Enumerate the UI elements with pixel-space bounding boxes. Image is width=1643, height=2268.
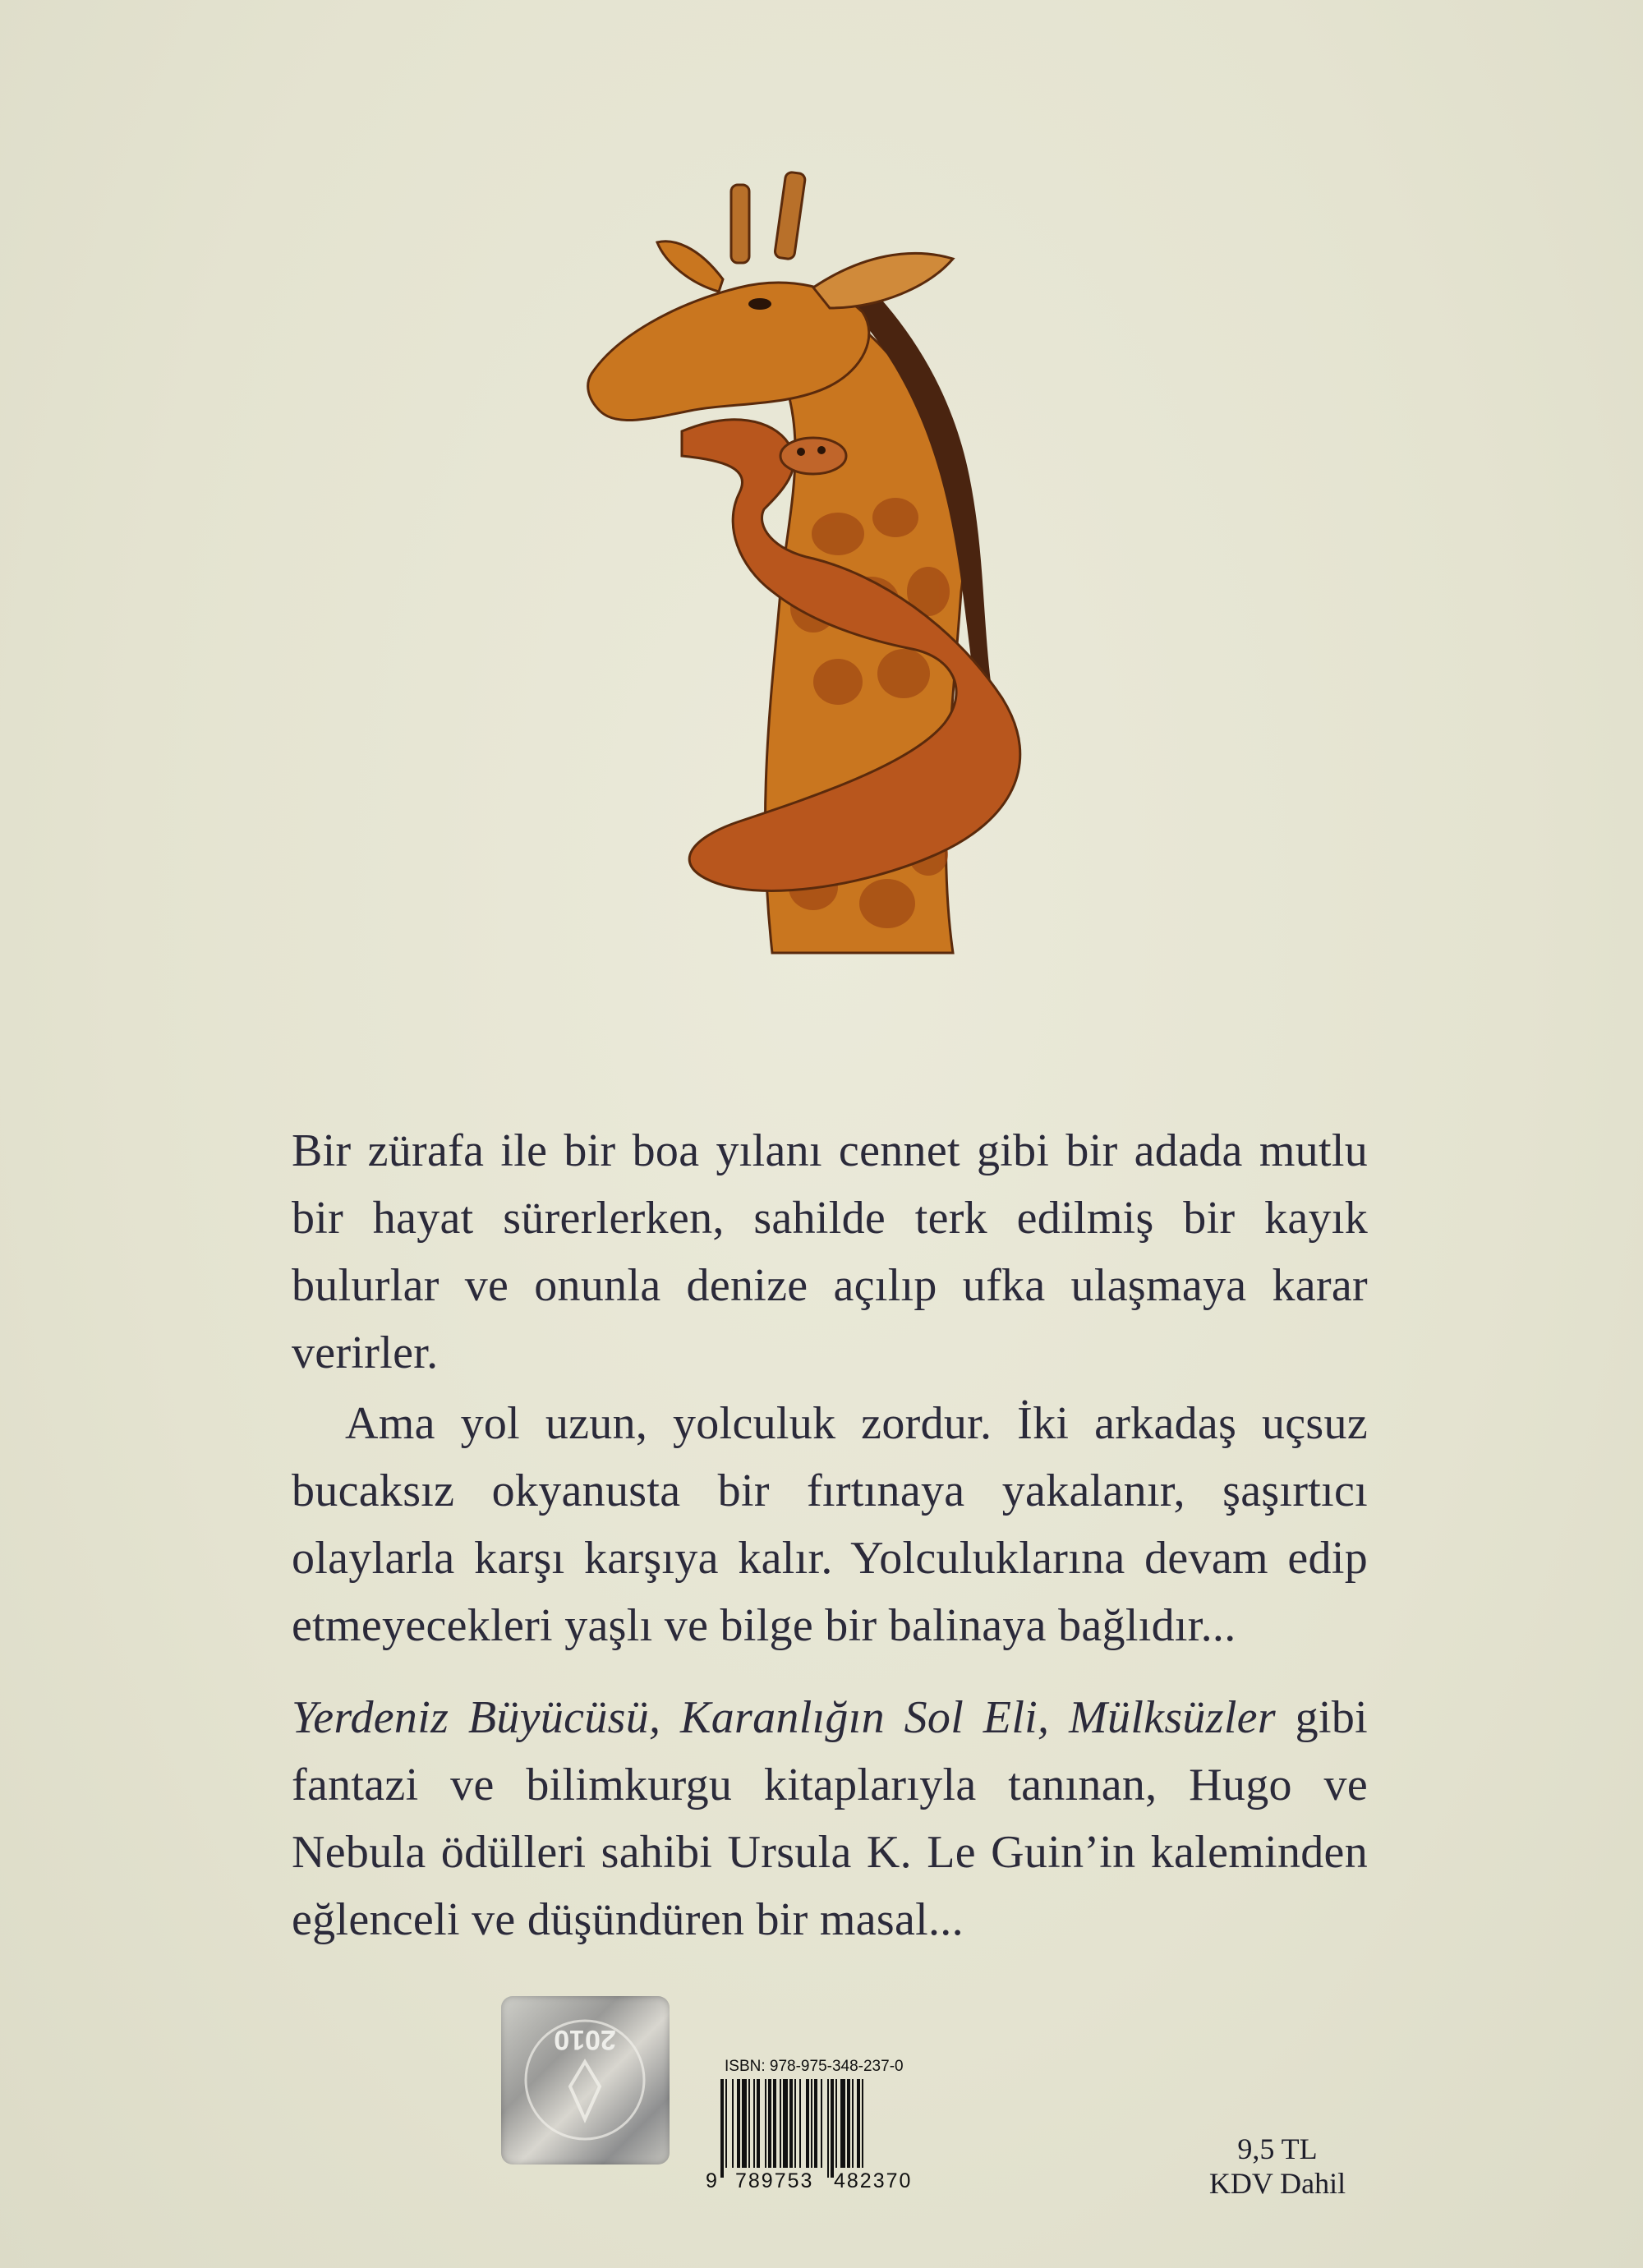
- barcode-bar: [806, 2079, 809, 2168]
- giraffe-horn-left: [731, 185, 749, 263]
- barcode-bar: [732, 2079, 734, 2168]
- blurb-paragraph-3-text: gibi fantazi ve bilimkurgu kitaplarıyla tanınan, Hugo ve Nebula ödülleri sahibi Ursula K. Le Guin’in kaleminden eğlenceli ve düşündüren bir masal...: [292, 1692, 1368, 1945]
- barcode-bar: [857, 2079, 860, 2168]
- giraffe-ear-left: [657, 242, 723, 292]
- blurb-paragraph-2: Ama yol uzun, yolculuk zordur. İki arkadaş uçsuz bucaksız okyanusta bir fırtınaya yakalanır, şaşırtıcı olaylarla karşı karşıya kalır. Yolculuklarına devam edip etmeyecekleri yaşlı ve bilge bir balinaya bağlıdır...: [292, 1398, 1368, 1651]
- barcode-bar: [725, 2079, 727, 2168]
- barcode-bar: [794, 2079, 796, 2168]
- barcode-digits-left: 789753: [735, 2169, 814, 2192]
- barcode-digit-first: 9: [706, 2169, 719, 2192]
- boa-snake-eye: [797, 448, 805, 456]
- barcode-bar: [748, 2079, 750, 2168]
- barcode-bar: [720, 2079, 724, 2178]
- back-cover-blurb: [292, 1117, 1368, 1953]
- hologram-sticker: [501, 1996, 670, 2164]
- blurb-paragraph-3: [292, 1684, 1368, 1953]
- barcode-bar: [799, 2079, 801, 2168]
- giraffe-ear-right: [813, 253, 953, 308]
- barcode-bar: [742, 2079, 747, 2168]
- barcode-bar: [789, 2079, 793, 2168]
- barcode-bar: [753, 2079, 755, 2168]
- barcode-bars: [720, 2079, 938, 2178]
- book-titles: Yerdeniz Büyücüsü, Karanlığın Sol Eli, Mülksüzler: [292, 1692, 1276, 1743]
- barcode-bar: [831, 2079, 834, 2178]
- blurb-paragraph-1: Bir zürafa ile bir boa yılanı cennet gibi bir adada mutlu bir hayat sürerlerken, sahilde terk edilmiş bir kayık bulurlar ve onunla denize açılıp ufka ulaşmaya karar verirler.: [292, 1125, 1368, 1378]
- hologram-year: 2010: [554, 2024, 616, 2055]
- barcode-bar: [783, 2079, 788, 2168]
- barcode-bar: [757, 2079, 760, 2168]
- barcode-bar: [835, 2079, 837, 2168]
- barcode-bar: [821, 2079, 822, 2168]
- barcode-bar: [847, 2079, 850, 2168]
- barcode-digits-right: 482370: [834, 2169, 913, 2192]
- barcode-bar: [768, 2079, 771, 2168]
- hologram-emblem-icon: [501, 1996, 670, 2164]
- giraffe-horn-right: [774, 172, 805, 260]
- barcode-bar: [737, 2079, 740, 2168]
- isbn-label: ISBN: 978-975-348-237-0: [725, 2058, 904, 2075]
- boa-snake-eye: [817, 446, 826, 454]
- boa-snake-head: [780, 438, 846, 474]
- barcode-bar: [773, 2079, 776, 2168]
- barcode-bar: [814, 2079, 817, 2168]
- barcode-bar: [827, 2079, 829, 2178]
- giraffe-snake-illustration: [567, 164, 1101, 1010]
- price-amount: 9,5 TL: [1237, 2132, 1318, 2165]
- price-tax-note: KDV Dahil: [1208, 2167, 1346, 2200]
- barcode-bar: [840, 2079, 845, 2168]
- isbn-barcode: [702, 2058, 949, 2206]
- barcode-bar: [852, 2079, 854, 2168]
- price-block: [1183, 2132, 1372, 2201]
- giraffe-eye: [748, 298, 771, 310]
- barcode-bar: [765, 2079, 766, 2168]
- barcode-bar: [780, 2079, 781, 2168]
- barcode-bar: [862, 2079, 863, 2168]
- barcode-bar: [811, 2079, 812, 2168]
